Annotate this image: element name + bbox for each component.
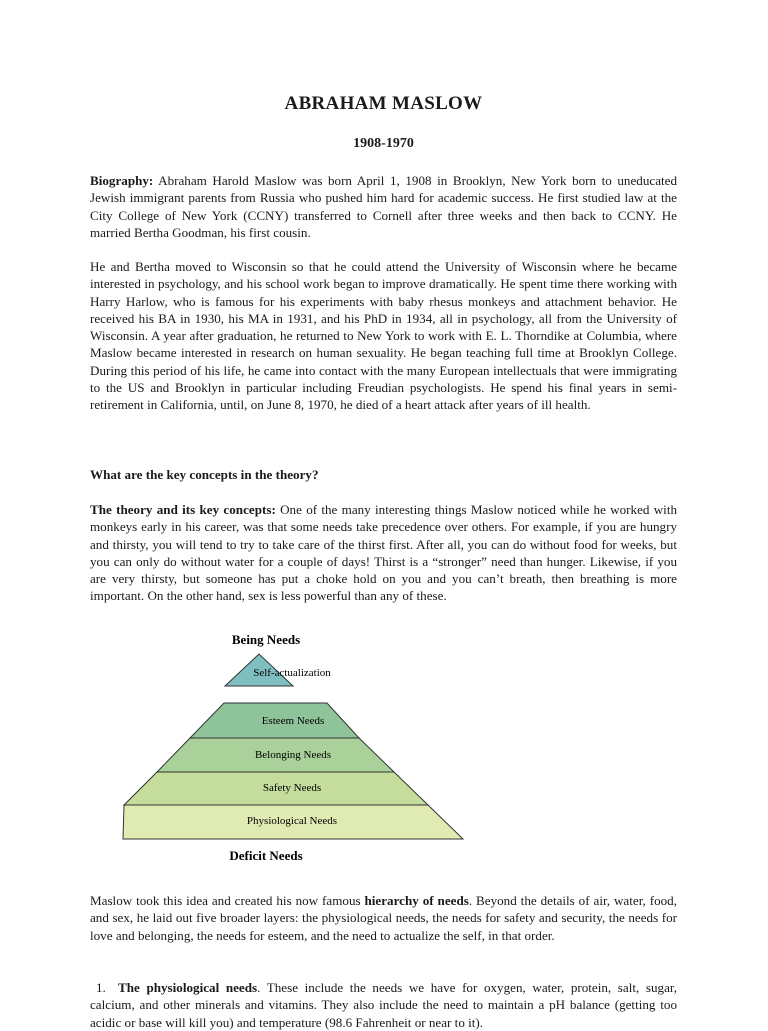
biography-paragraph-2 bbox=[90, 258, 677, 414]
esteem-needs-label: Esteem Needs bbox=[261, 715, 325, 727]
item-label: The physiological needs bbox=[118, 980, 258, 995]
biography-text-2: He and Bertha moved to Wisconsin so that he could attend the University of Wisconsin where he became interested in psychology, and his school work began to improve dramatically. He spent time there working with Harry Harlow, who is famous for his experiments with baby rhesus monkeys and attachment behavior. He received his BA in 1930, his MA in 1931, and his PhD in 1934, all in psychology, all from the University of Wisconsin. A year after graduation, he returned to New York to work with E. L. Thorndike at Columbia, where Maslow became interested in research on human sexuality. He began teaching full time at Brooklyn College. During this period of his life, he came into contact with the many European intellectuals that were immigrating to the US and Brooklyn in particular including Freudian psychologists. He spend his final years in semi-retirement in California, until, on June 8, 1970, he died of a heart attack after years of ill health. bbox=[90, 259, 677, 413]
belonging-needs-label: Belonging Needs bbox=[254, 749, 332, 761]
deficit-needs-label: Deficit Needs bbox=[229, 848, 303, 863]
self-actualization-label: Self-actualization bbox=[253, 667, 331, 679]
page-title: ABRAHAM MASLOW bbox=[284, 93, 483, 114]
item-number: 1. bbox=[96, 980, 106, 995]
life-years: 1908-1970 bbox=[353, 136, 414, 151]
hierarchy-paragraph bbox=[90, 892, 677, 944]
key-concepts-question: What are the key concepts in the theory? bbox=[90, 467, 319, 482]
pyramid-svg bbox=[120, 628, 470, 868]
physiological-needs-label: Physiological Needs bbox=[246, 815, 338, 827]
theory-paragraph bbox=[90, 501, 677, 605]
physiological-needs-item bbox=[90, 979, 677, 1031]
biography-paragraph bbox=[90, 172, 677, 241]
hierarchy-pyramid-diagram bbox=[120, 628, 470, 868]
safety-needs-label: Safety Needs bbox=[262, 782, 322, 794]
item-text: . These include the needs we have for oxygen, water, protein, salt, sugar, calcium, and other minerals and vitamins. They also include the need to maintain a pH balance (getting too acidic or base will kill you) and temperature (98.6 Fahrenheit or near to it). bbox=[90, 980, 677, 1030]
biography-label: Biography: bbox=[90, 173, 154, 188]
biography-text: Abraham Harold Maslow was born April 1, 1908 in Brooklyn, New York born to uneducated Jewish immigrant parents from Russia who pushed him hard for academic success. He first studied law at the City College of New York (CCNY) transferred to Cornell after three weeks and then back to CCNY. He married Bertha Goodman, his first cousin. bbox=[90, 173, 677, 240]
being-needs-label: Being Needs bbox=[231, 632, 301, 647]
hierarchy-text-pre: Maslow took this idea and created his now famous bbox=[90, 893, 365, 908]
theory-label: The theory and its key concepts: bbox=[90, 502, 276, 517]
theory-text: One of the many interesting things Maslow noticed while he worked with monkeys early in his career, was that some needs take precedence over others. For example, if you are hungry and thirsty, you will tend to try to take care of the thirst first. After all, you can do without food for weeks, but you can only do without water for a couple of days! Thirst is a “stronger” need than hunger. Likewise, if you are very thirsty, but someone has put a choke hold on you and you can’t breath, then breathing is more important. On the other hand, sex is less powerful than any of these. bbox=[90, 502, 677, 604]
hierarchy-term: hierarchy of needs bbox=[364, 893, 469, 908]
hierarchy-text-post: . Beyond the details of air, water, food, and sex, he laid out five broader layers: the physiological needs, the needs for safety and security, the needs for love and belonging, the needs for esteem, and the need to actualize the self, in that order. bbox=[90, 893, 677, 943]
